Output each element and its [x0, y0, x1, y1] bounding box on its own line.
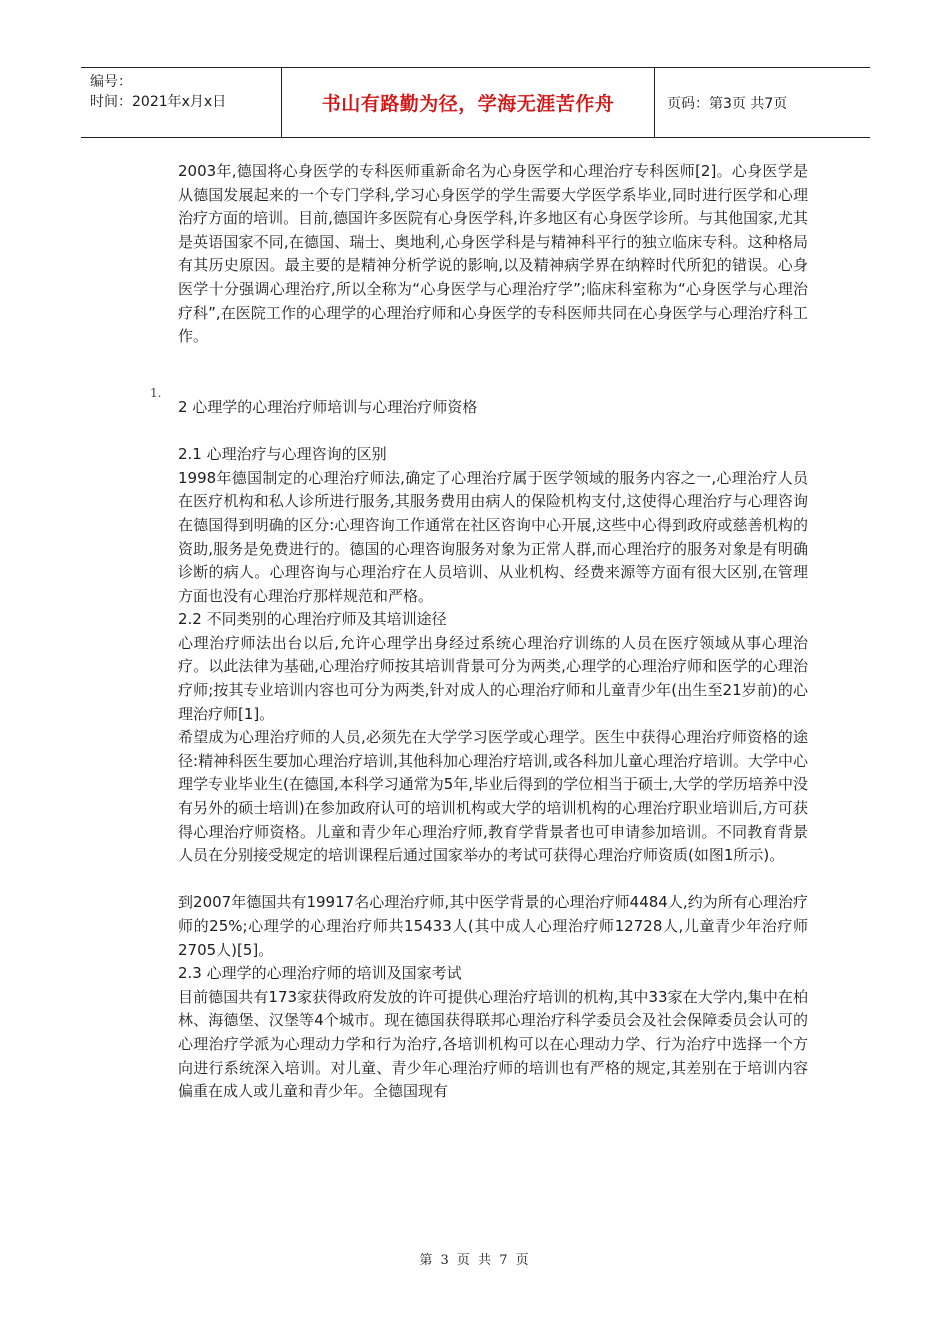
subsection-heading-2-2: 2.2 不同类别的心理治疗师及其培训途径 [178, 610, 447, 629]
subsection-heading-2-1: 2.1 心理治疗与心理咨询的区别 [178, 445, 387, 464]
page-footer: 第 3 页 共 7 页 [419, 1253, 531, 1268]
header-motto: 书山有路勤为径，学海无涯苦作舟 [282, 68, 655, 137]
paragraph-1: 2003年,德国将心身医学的专科医师重新命名为心身医学和心理治疗专科医师[2]。心身医学是从德国发展起来的一个专门学科,学习心身医学的学生需要大学医学系毕业,同时进行医学和心理治疗方面的培训。目前,德国许多医院有心身医学科,许多地区有心身医学诊所。与其他国家,尤其是英语国家不同,在德国、瑞士、奥地利,心身医学科是与精神科平行的独立临床专科。这种格局有其历史原因。最主要的是精神分析学说的影响,以及精神病学界在纳粹时代所犯的错误。心身医学十分强调心理治疗,所以全称为“心身医学与心理治疗学”;临床科室称为“心身医学与心理治疗科”,在医院工作的心理学的心理治疗师和心身医学的专科医师共同在心身医学与心理治疗科工作。 [178, 162, 808, 346]
list-marker: 1. [150, 386, 162, 400]
doc-number-label: 编号： [90, 74, 132, 90]
header-meta [81, 68, 282, 137]
paragraph-5: 到2007年德国共有19917名心理治疗师,其中医学背景的心理治疗师4484人,约为所有心理治疗师的25%;心理学的心理治疗师共15433人(其中成人心理治疗师12728人,儿童青少年治疗师2705人)[5]。 [178, 893, 808, 959]
paragraph-6: 目前德国共有173家获得政府发放的许可提供心理治疗培训的机构,其中33家在大学内,集中在柏林、海德堡、汉堡等4个城市。现在德国获得联邦心理治疗科学委员会及社会保障委员会认可的心理治疗学派为心理动力学和行为治疗,各培训机构可以在心理动力学、行为治疗中选择一个方向进行系统深入培训。对儿童、青少年心理治疗师的培训也有严格的规定,其差别在于培训内容偏重在成人或儿童和青少年。全德国现有 [178, 987, 808, 1101]
subsection-heading-2-3: 2.3 心理学的心理治疗师的培训及国家考试 [178, 964, 462, 983]
section-heading-2: 2 心理学的心理治疗师培训与心理治疗师资格 [178, 397, 478, 416]
document-body [178, 160, 808, 1104]
header-page-info: 页码：第3页 共7页 [667, 95, 788, 112]
doc-time-label: 时间：2021年x月x日 [90, 94, 227, 110]
paragraph-2: 1998年德国制定的心理治疗师法,确定了心理治疗属于医学领域的服务内容之一,心理治疗人员在医疗机构和私人诊所进行服务,其服务费用由病人的保险机构支付,这使得心理治疗与心理咨询在德国得到明确的区分:心理咨询工作通常在社区咨询中心开展,这些中心得到政府或慈善机构的资助,服务是免费进行的。德国的心理咨询服务对象为正常人群,而心理治疗的服务对象是有明确诊断的病人。心理咨询与心理治疗在人员培训、从业机构、经费来源等方面有很大区别,在管理方面也没有心理治疗那样规范和严格。 [178, 468, 808, 605]
header-table [81, 67, 870, 138]
paragraph-4: 希望成为心理治疗师的人员,必须先在大学学习医学或心理学。医生中获得心理治疗师资格的途径:精神科医生要加心理治疗培训,其他科加心理治疗培训,或各科加儿童心理治疗培训。大学中心理学专业毕业生(在德国,本科学习通常为5年,毕业后得到的学位相当于硕士,大学的学历培养中没有另外的硕士培训)在参加政府认可的培训机构或大学的培训机构的心理治疗职业培训后,方可获得心理治疗师资格。儿童和青少年心理治疗师,教育学背景者也可申请参加培训。不同教育背景人员在分别接受规定的培训课程后通过国家举办的考试可获得心理治疗师资质(如图1所示)。 [178, 728, 808, 865]
paragraph-3: 心理治疗师法出台以后,允许心理学出身经过系统心理治疗训练的人员在医疗领域从事心理治疗。以此法律为基础,心理治疗师按其培训背景可分为两类,心理学的心理治疗师和医学的心理治疗师;按其专业培训内容也可分为两类,针对成人的心理治疗师和儿童青少年(出生至21岁前)的心理治疗师[1]。 [178, 633, 808, 723]
